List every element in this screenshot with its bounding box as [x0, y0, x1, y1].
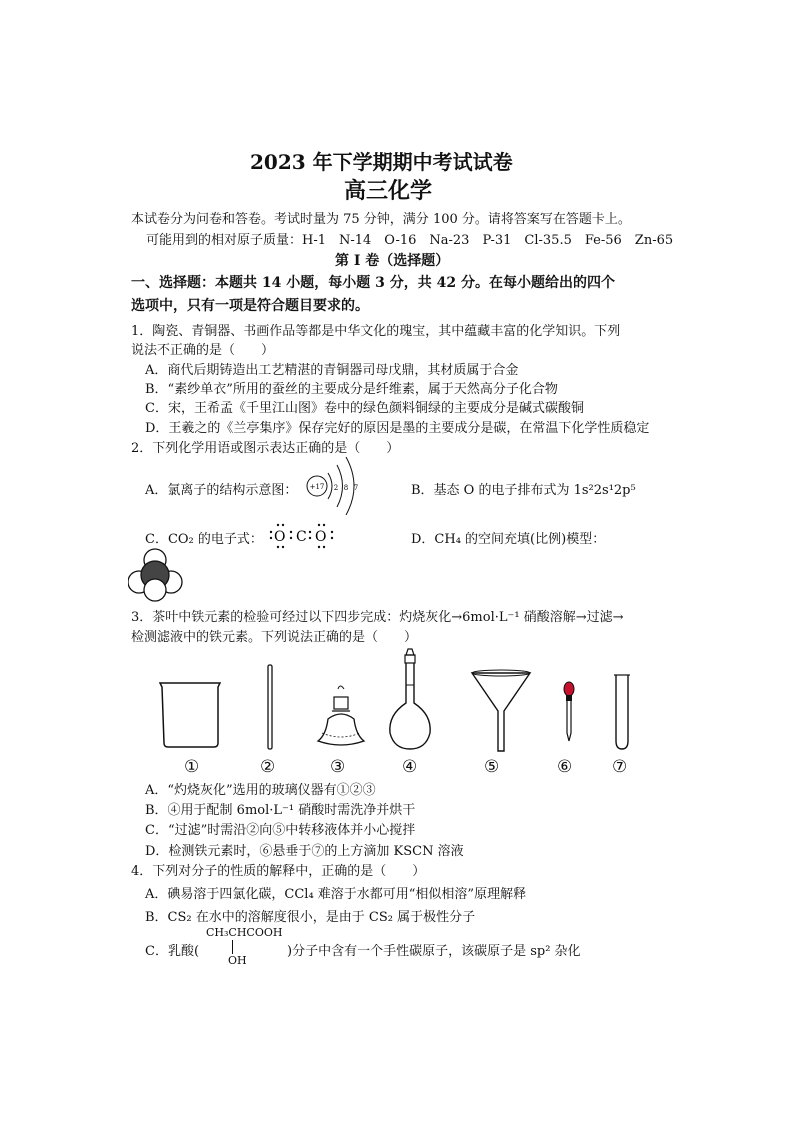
- q1-stem-line1: 1．陶瓷、青铜器、书画作品等都是中华文化的瑰宝，其中蕴藏丰富的化学知识。下列: [131, 324, 621, 339]
- apparatus-label-5: ⑤: [484, 757, 500, 777]
- apparatus-label-2: ②: [260, 757, 276, 777]
- q4-option-c-prefix: C．乳酸(: [145, 944, 200, 959]
- beaker-icon: [160, 683, 220, 747]
- co2-electron-formula: [268, 520, 338, 550]
- dropper-icon: [564, 682, 574, 741]
- q4-option-a: A．碘易溶于四氯化碳，CCl₄ 难溶于水都可用“相似相溶”原理解释: [145, 887, 527, 902]
- shell-count-1: 2: [333, 484, 339, 492]
- q3-stem-line1: 3．茶叶中铁元素的检验可经过以下四步完成：灼烧灰化→6mol·L⁻¹ 硝酸溶解→过滤→: [131, 610, 624, 625]
- lactic-acid-structure-bottom: OH: [228, 954, 247, 967]
- apparatus-label-7: ⑦: [612, 757, 628, 777]
- lactic-acid-bond: [232, 940, 233, 954]
- q3-stem-line2: 检测滤液中的铁元素。下列说法正确的是（ ）: [131, 630, 418, 645]
- shell-count-3: 7: [353, 484, 359, 492]
- q3-option-c: C．“过滤”时需沿②向⑤中转移液体并小心搅拌: [145, 823, 416, 838]
- q1-option-d: D．王羲之的《兰亭集序》保存完好的原因是墨的主要成分是碳，在常温下化学性质稳定: [145, 421, 650, 436]
- q1-option-b: B．“素纱单衣”所用的蚕丝的主要成分是纤维素，属于天然高分子化合物: [145, 382, 558, 397]
- shell-count-2: 8: [343, 484, 349, 492]
- q2-option-a: A．氯离子的结构示意图：: [145, 483, 298, 498]
- q3-option-b: B．④用于配制 6mol·L⁻¹ 硝酸时需洗净并烘干: [145, 803, 416, 818]
- alcohol-lamp-icon: [318, 686, 364, 745]
- apparatus-label-6: ⑥: [557, 757, 573, 777]
- q1-option-c: C．宋，王希孟《千里江山图》卷中的绿色颜料铜绿的主要成分是碱式碳酸铜: [145, 401, 584, 416]
- apparatus-label-1: ①: [184, 757, 200, 777]
- apparatus-label-3: ③: [330, 757, 346, 777]
- exam-title: 2023 年下学期期中考试试卷: [250, 150, 513, 174]
- q3-option-a: A．“灼烧灰化”选用的玻璃仪器有①②③: [145, 783, 376, 798]
- q4-option-c-suffix: )分子中含有一个手性碳原子，该碳原子是 sp² 杂化: [287, 944, 581, 959]
- chloride-ion-diagram: [304, 453, 374, 523]
- q1-stem-line2: 说法不正确的是（ ）: [131, 343, 275, 358]
- glass-rod-icon: [268, 665, 272, 749]
- exam-subtitle: 高三化学: [344, 178, 433, 204]
- funnel-icon: [472, 670, 530, 751]
- svg-text:O: O: [274, 529, 286, 545]
- section1-instructions-line2: 选项中，只有一项是符合题目要求的。: [131, 298, 369, 314]
- q3-option-d: D．检测铁元素时，⑥悬垂于⑦的上方滴加 KSCN 溶液: [145, 844, 464, 859]
- nucleus-label: +17: [309, 483, 325, 491]
- atomic-masses: 可能用到的相对原子质量：H-1 N-14 O-16 Na-23 P-31 Cl-35.5 Fe-56 Zn-65: [146, 233, 674, 248]
- q2-option-c: C．CO₂ 的电子式：: [145, 532, 263, 547]
- q4-option-b: B．CS₂ 在水中的溶解度很小，是由于 CS₂ 属于极性分子: [145, 910, 476, 925]
- q1-option-a: A．商代后期铸造出工艺精湛的青铜器司母戊鼎，其材质属于合金: [145, 363, 519, 378]
- section1-instructions-line1: 一、选择题：本题共 14 小题，每小题 3 分，共 42 分。在每小题给出的四个: [131, 275, 615, 291]
- apparatus-label-4: ④: [402, 757, 418, 777]
- volumetric-flask-icon: [390, 649, 430, 749]
- q2-option-b: B．基态 O 的电子排布式为 1s²2s¹2p⁵: [411, 483, 636, 498]
- test-tube-icon: [614, 675, 630, 749]
- lactic-acid-structure-top: CH₃CHCOOH: [206, 926, 283, 939]
- q2-stem: 2．下列化学用语或图示表达正确的是（ ）: [131, 441, 400, 456]
- q4-stem: 4．下列对分子的性质的解释中，正确的是（ ）: [131, 864, 426, 879]
- svg-text:C: C: [296, 529, 307, 545]
- svg-text:O: O: [315, 529, 327, 545]
- q2-option-d: D．CH₄ 的空间充填(比例)模型：: [411, 532, 606, 547]
- methane-space-filling-model: [128, 546, 184, 602]
- exam-intro: 本试卷分为问卷和答卷。考试时量为 75 分钟，满分 100 分。请将答案写在答题卡上。: [131, 212, 631, 227]
- volume-heading: 第 I 卷（选择题）: [335, 253, 450, 269]
